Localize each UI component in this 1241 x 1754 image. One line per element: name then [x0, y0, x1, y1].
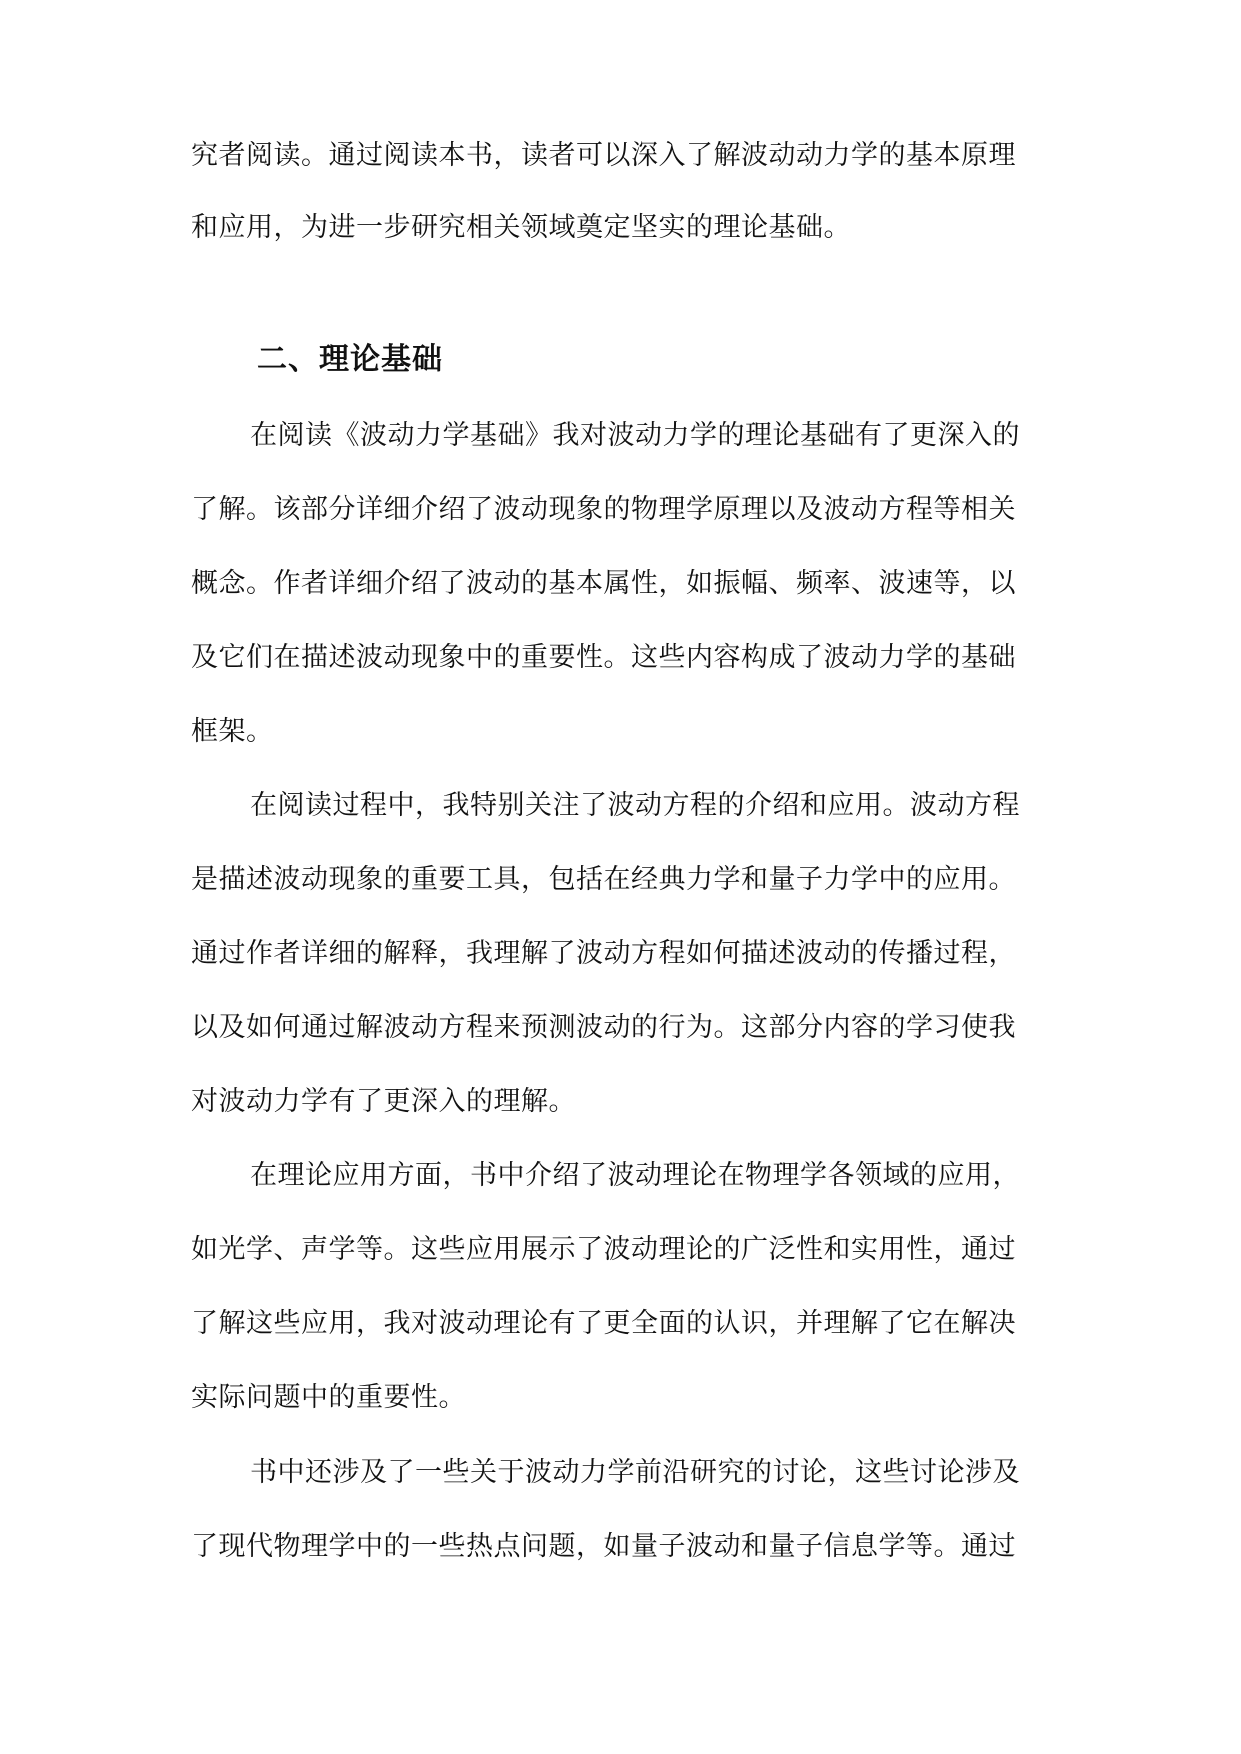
section-heading: 二、理论基础: [257, 342, 443, 377]
paragraph-line: 及它们在描述波动现象中的重要性。这些内容构成了波动力学的基础: [191, 642, 1016, 673]
paragraph-line: 如光学、声学等。这些应用展示了波动理论的广泛性和实用性，通过: [191, 1234, 1016, 1265]
paragraph-line: 是描述波动现象的重要工具，包括在经典力学和量子力学中的应用。: [191, 864, 1016, 895]
paragraph-line: 概念。作者详细介绍了波动的基本属性，如振幅、频率、波速等，以: [191, 568, 1016, 599]
paragraph-line: 以及如何通过解波动方程来预测波动的行为。这部分内容的学习使我: [191, 1012, 1016, 1043]
paragraph-line: 书中还涉及了一些关于波动力学前沿研究的讨论，这些讨论涉及: [250, 1457, 1020, 1488]
paragraph-line: 实际问题中的重要性。: [191, 1382, 466, 1413]
paragraph-line: 在理论应用方面，书中介绍了波动理论在物理学各领域的应用，: [250, 1160, 1020, 1191]
paragraph-line: 在阅读《波动力学基础》我对波动力学的理论基础有了更深入的: [250, 420, 1020, 451]
paragraph-line: 了解。该部分详细介绍了波动现象的物理学原理以及波动方程等相关: [191, 494, 1016, 525]
intro-line: 和应用，为进一步研究相关领域奠定坚实的理论基础。: [191, 212, 851, 243]
paragraph-line: 框架。: [191, 716, 274, 747]
paragraph-line: 了解这些应用，我对波动理论有了更全面的认识，并理解了它在解决: [191, 1308, 1016, 1339]
paragraph-line: 对波动力学有了更深入的理解。: [191, 1086, 576, 1117]
intro-line: 究者阅读。通过阅读本书，读者可以深入了解波动动力学的基本原理: [191, 140, 1016, 171]
paragraph-line: 了现代物理学中的一些热点问题，如量子波动和量子信息学等。通过: [191, 1531, 1016, 1562]
paragraph-line: 通过作者详细的解释，我理解了波动方程如何描述波动的传播过程，: [191, 938, 1016, 969]
paragraph-line: 在阅读过程中，我特别关注了波动方程的介绍和应用。波动方程: [250, 790, 1020, 821]
